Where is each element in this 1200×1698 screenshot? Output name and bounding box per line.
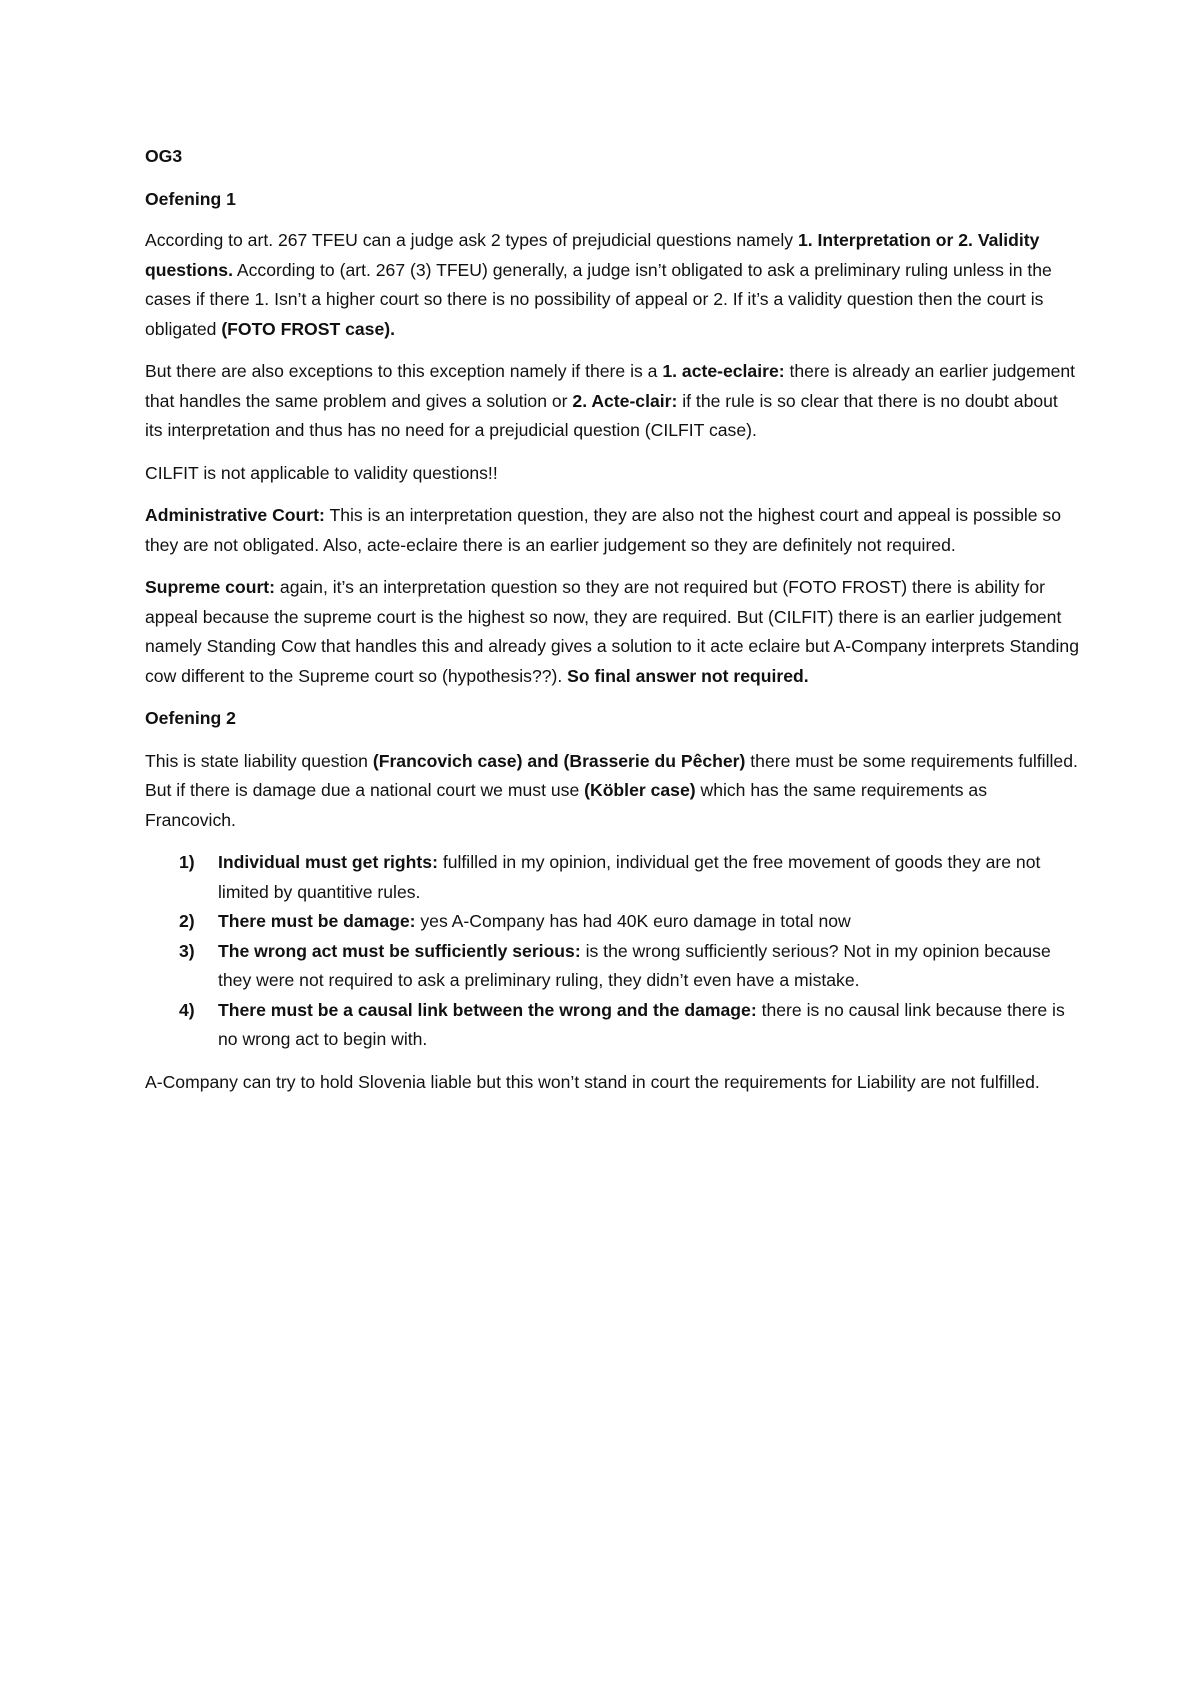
list-item-text: there is no causal link because there is no wrong act to begin with. [218,999,1065,1049]
list-item-text: fulfilled in my opinion, individual get the free movement of goods they are not limited by quantitive rules. [218,852,1041,902]
document-body [145,142,1080,1110]
paragraph [145,357,1080,446]
text-run: again, it’s an interpretation question so they are not required but (FOTO FROST) there is ability for appeal because the supreme court is the highest so now, they are required. But (CILFIT) there is an earlier judgement namely Standing Cow that handles this and already gives a solution to it acte eclaire but A-Company interprets Standing cow different to the Supreme court so (hypothesis??). [145,577,1079,686]
paragraph [145,573,1080,691]
text-run: According to (art. 267 (3) TFEU) generally, a judge isn’t obligated to ask a preliminary ruling unless in the cases if there 1. Isn’t a higher court so there is no possibility of appeal or 2. If it’s a validity question then the court is obligated [145,259,1052,339]
document-title: OG3 [145,146,183,166]
bold-text: (FOTO FROST case). [221,318,395,339]
paragraph [145,747,1080,836]
paragraph [145,226,1080,344]
list-number: 2) [179,911,195,931]
text-run: This is state liability question [145,750,373,771]
list-item-term: Individual must get rights: [218,852,438,872]
bold-text: (Francovich case) and (Brasserie du Pêcher) [372,750,746,771]
bold-text: 2. Acte-clair: [572,390,678,411]
list-number: 4) [179,999,195,1020]
text-run: there must be some requirements fulfilled. But if there is damage due a national court we must use [145,750,1078,800]
list-item-term: There must be damage: [218,911,416,931]
bold-text: (Köbler case) [584,780,696,800]
list-item [145,937,1080,996]
bold-text: Administrative Court: [145,505,325,525]
text-run: According to art. 267 TFEU can a judge ask 2 types of prejudicial questions namely [145,230,798,250]
text-run: But there are also exceptions to this exception namely if there is a [145,361,663,381]
list-number: 3) [179,940,195,961]
paragraph [145,501,1080,560]
section-heading-oefening-1: Oefening 1 [145,188,236,209]
text-run: if the rule is so clear that there is no doubt about its interpretation and thus has no need for a prejudicial question (CILFIT case). [145,390,1058,440]
paragraph [145,459,1080,489]
list-item [145,907,1080,937]
list-item-text: is the wrong sufficiently serious? Not in my opinion because they were not required to ask a preliminary ruling, they didn’t even have a mistake. [218,940,1051,990]
bold-text: So final answer not required. [567,665,809,686]
list-item [145,848,1080,907]
text-run: CILFIT is not applicable to validity questions!! [145,462,498,483]
bold-text: 1. acte-eclaire: [662,361,785,381]
paragraph [145,1068,1080,1098]
list-number: 1) [179,852,195,872]
text-run: This is an interpretation question, they are also not the highest court and appeal is possible so they are not obligated. Also, acte-eclaire there is an earlier judgement so they are definitely not required. [145,505,1062,555]
text-run: there is already an earlier judgement that handles the same problem and gives a solution or [145,361,1076,411]
text-run: which has the same requirements as Francovich. [145,780,988,830]
bold-text: 1. Interpretation or 2. Validity questions. [145,230,1040,280]
text-run: A-Company can try to hold Slovenia liable but this won’t stand in court the requirements for Liability are not fulfilled. [145,1071,1040,1092]
bold-text: Supreme court: [145,577,276,597]
list-item-text: yes A-Company has had 40K euro damage in total now [415,911,851,931]
requirements-list [145,848,1080,1055]
section-heading-oefening-2: Oefening 2 [145,708,236,728]
list-item-term: There must be a causal link between the wrong and the damage: [218,999,757,1020]
list-item [145,996,1080,1055]
list-item-term: The wrong act must be sufficiently serious: [218,940,581,961]
